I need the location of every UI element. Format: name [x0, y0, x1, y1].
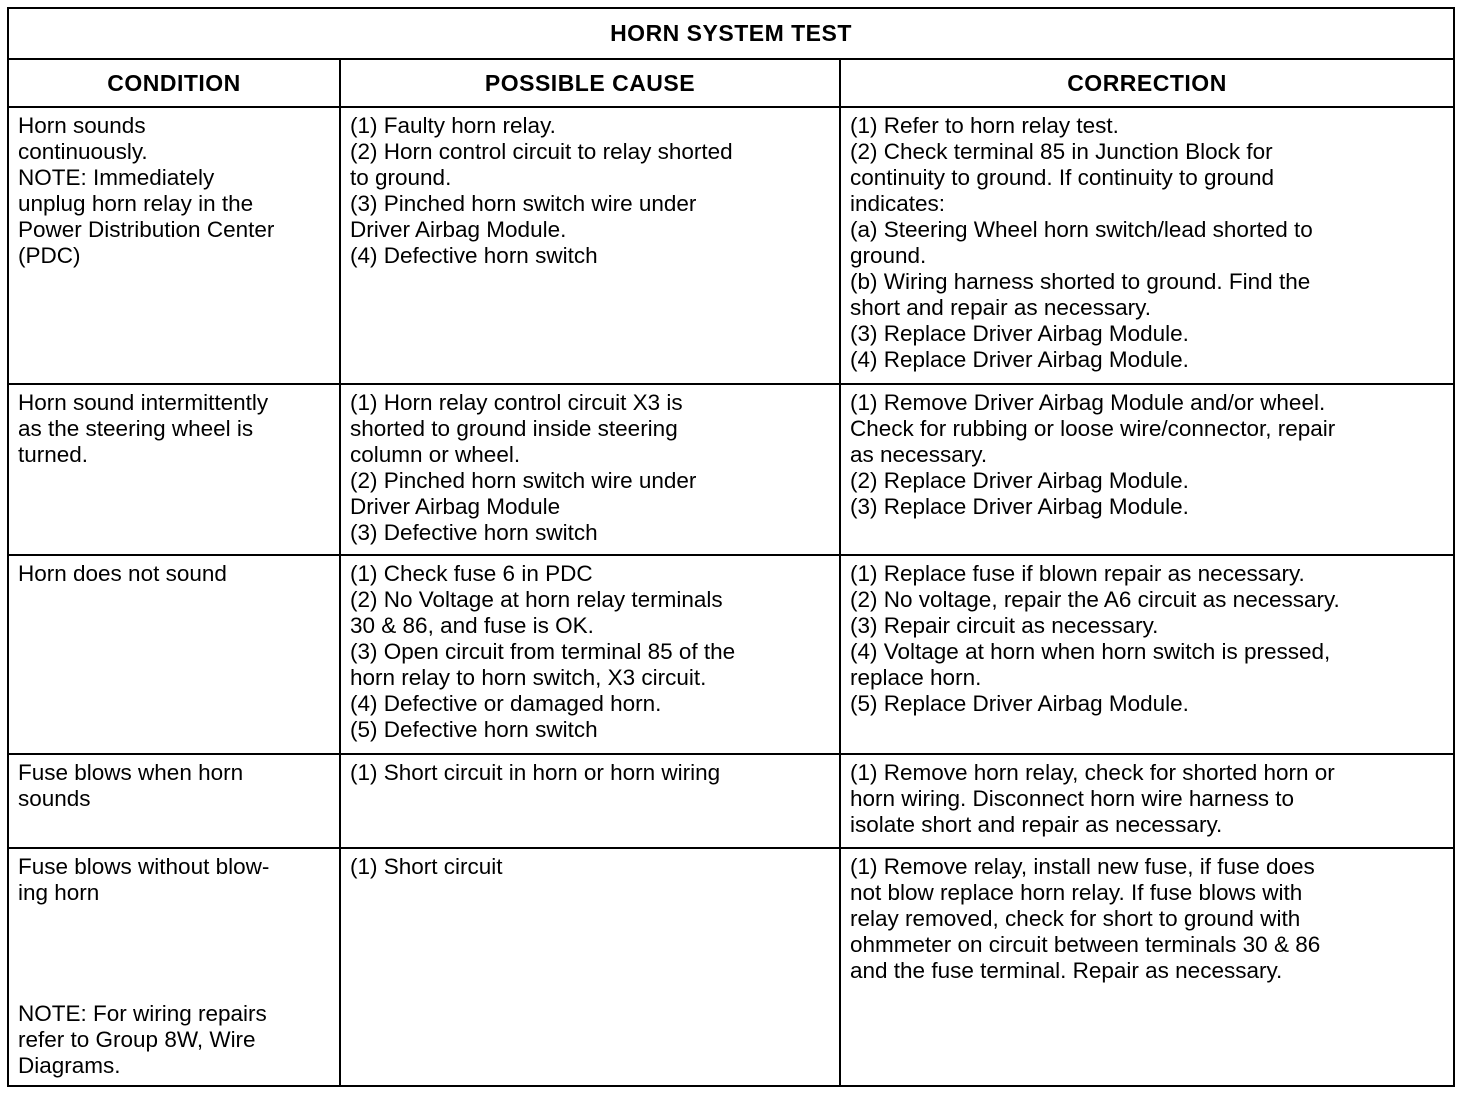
header-condition: CONDITION — [9, 60, 341, 106]
table-row — [9, 556, 1453, 755]
cause-cell: (1) Check fuse 6 in PDC (2) No Voltage at horn relay terminals 30 & 86, and fuse is OK. (3) Open circuit from terminal 85 of the horn relay to horn switch, X3 circuit. (4) Defective or damaged horn. (5) Defective horn switch — [341, 556, 841, 753]
cause-cell: (1) Horn relay control circuit X3 is shorted to ground inside steering column or wheel. (2) Pinched horn switch wire under Driver Airbag Module (3) Defective horn switch — [341, 385, 841, 554]
cause-cell: (1) Short circuit — [341, 849, 841, 1085]
header-possible-cause: POSSIBLE CAUSE — [341, 60, 841, 106]
condition-text: Fuse blows without blow- ing horn — [18, 854, 270, 905]
table-row — [9, 385, 1453, 556]
condition-cell: Fuse blows when horn sounds — [9, 755, 341, 847]
header-correction: CORRECTION — [1067, 69, 1227, 96]
correction-cell: (1) Replace fuse if blown repair as necessary. (2) No voltage, repair the A6 circuit as necessary. (3) Repair circuit as necessary. (4) Voltage at horn when horn switch is pressed, replace horn. (5) Replace Driver Airbag Module. — [850, 561, 1340, 716]
correction-cell: (1) Remove horn relay, check for shorted horn or horn wiring. Disconnect horn wire harness to isolate short and repair as necessary. — [850, 760, 1335, 837]
table-title-row — [9, 9, 1453, 60]
condition-cell — [9, 849, 341, 1085]
cause-cell: (1) Faulty horn relay. (2) Horn control circuit to relay shorted to ground. (3) Pinched horn switch wire under Driver Airbag Module. (4) Defective horn switch — [341, 108, 841, 383]
horn-system-test-table — [7, 7, 1455, 1087]
table-row — [9, 755, 1453, 849]
table-title: HORN SYSTEM TEST — [610, 20, 852, 46]
table-row — [9, 849, 1453, 1085]
condition-cell: Horn sounds continuously. NOTE: Immediately unplug horn relay in the Power Distribution Center (PDC) — [9, 108, 341, 383]
cause-cell: (1) Short circuit in horn or horn wiring — [341, 755, 841, 847]
table-row — [9, 108, 1453, 385]
table-header-row — [9, 60, 1453, 108]
correction-cell: (1) Remove relay, install new fuse, if fuse does not blow replace horn relay. If fuse blows with relay removed, check for short to ground with ohmmeter on circuit between terminals 30 & 86 and the fuse terminal. Repair as necessary. — [850, 854, 1321, 983]
correction-cell: (1) Remove Driver Airbag Module and/or wheel. Check for rubbing or loose wire/connector, repair as necessary. (2) Replace Driver Airbag Module. (3) Replace Driver Airbag Module. — [850, 390, 1336, 519]
condition-cell: Horn sound intermittently as the steering wheel is turned. — [9, 385, 341, 554]
condition-cell: Horn does not sound — [9, 556, 341, 753]
correction-cell: (1) Refer to horn relay test. (2) Check terminal 85 in Junction Block for continuity to ground. If continuity to ground indicates: (a) Steering Wheel horn switch/lead shorted to ground. (b) Wiring harness shorted to ground. Find the short and repair as necessary. (3) Replace Driver Airbag Module. (4) Replace Driver Airbag Module. — [850, 113, 1313, 372]
wiring-note: NOTE: For wiring repairs refer to Group 8W, Wire Diagrams. — [18, 1001, 267, 1078]
